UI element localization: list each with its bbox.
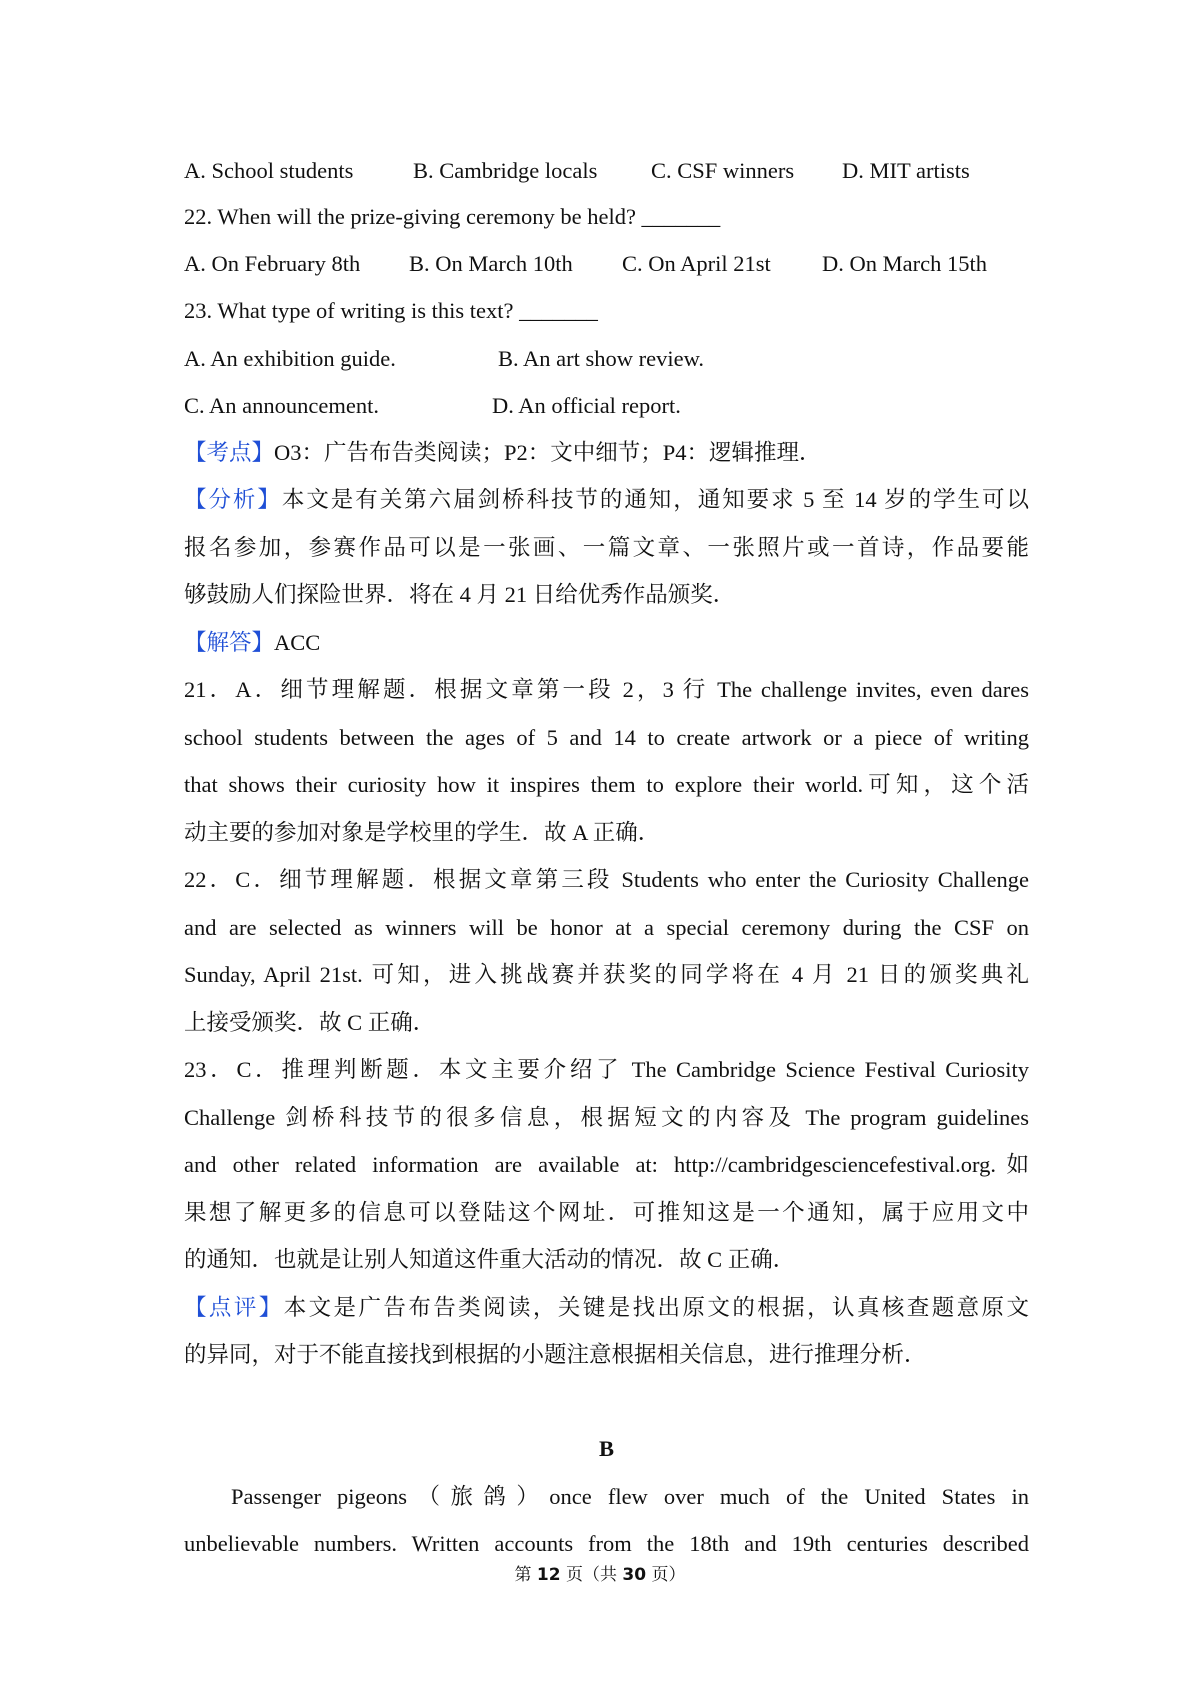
explanation-line: 23．C．推理判断题．本文主要介绍了 The Cambridge Science Festival Curiosity	[184, 1057, 1029, 1082]
explanation-line: school students between the ages of 5 and 14 to create artwork or a piece of writing	[184, 725, 1029, 750]
explanation-line: that shows their curiosity how it inspires them to explore their world.可知，这个活	[184, 772, 1029, 797]
page-footer	[0, 1560, 1200, 1585]
dianping-line-1	[184, 1292, 1029, 1324]
q21-option-c: C. CSF winners	[651, 158, 795, 183]
q22-option-b: B. On March 10th	[409, 251, 573, 276]
jieda-line	[184, 627, 1029, 659]
q22-stem: 22. When will the prize-giving ceremony be held? _______	[184, 204, 721, 229]
q21-option-d: D. MIT artists	[842, 158, 970, 183]
fenxi-line-3: 够鼓励人们探险世界．将在 4 月 21 日给优秀作品颁奖．	[184, 582, 736, 607]
fenxi-tag: 【分析】	[184, 487, 282, 512]
passage-line-2: unbelievable numbers. Written accounts from the 18th and 19th centuries described	[184, 1531, 1029, 1556]
explanation-line: 21．A．细节理解题．根据文章第一段 2，3 行 The challenge invites, even dares	[184, 677, 1029, 702]
q21-option-b: B. Cambridge locals	[413, 158, 598, 183]
jieda-tag: 【解答】	[184, 630, 275, 655]
footer-total-pages: 30	[622, 1565, 647, 1585]
dianping-text-1: 本文是广告布告类阅读，关键是找出原文的根据，认真核查题意原文	[283, 1295, 1029, 1320]
q23-stem: 23. What type of writing is this text? _______	[184, 298, 598, 323]
q23-option-d: D. An official report.	[492, 393, 681, 418]
kaodian-line	[184, 437, 1029, 469]
fenxi-line-2: 报名参加，参赛作品可以是一张画、一篇文章、一张照片或一首诗，作品要能	[184, 535, 1029, 560]
footer-post: 页）	[646, 1565, 686, 1585]
footer-mid: 页（共	[560, 1565, 623, 1585]
explanation-line: and are selected as winners will be honor at a special ceremony during the CSF on	[184, 915, 1029, 940]
q22-option-a: A. On February 8th	[184, 251, 361, 276]
footer-pre: 第	[514, 1565, 537, 1585]
explanation-line: 22．C．细节理解题．根据文章第三段 Students who enter the Curiosity Challenge	[184, 867, 1029, 892]
section-title: B	[598, 1436, 614, 1461]
explanation-line: 上接受颁奖．故 C 正确．	[184, 1010, 436, 1035]
jieda-text: ACC	[274, 630, 321, 655]
fenxi-text-1: 本文是有关第六届剑桥科技节的通知，通知要求 5 至 14 岁的学生可以	[281, 487, 1029, 512]
explanation-line: 的通知．也就是让别人知道这件重大活动的情况．故 C 正确．	[184, 1247, 796, 1272]
q23-option-b: B. An art show review.	[498, 346, 705, 371]
kaodian-tag: 【考点】	[184, 440, 275, 465]
dianping-tag: 【点评】	[184, 1295, 284, 1320]
explanation-line: 动主要的参加对象是学校里的学生．故 A 正确．	[184, 820, 661, 845]
explanation-line: Challenge 剑桥科技节的很多信息，根据短文的内容及 The program guidelines	[184, 1105, 1029, 1130]
fenxi-line-1	[184, 484, 1029, 516]
footer-page-number: 12	[536, 1565, 561, 1585]
q23-option-c: C. An announcement.	[184, 393, 379, 418]
passage-line-1: Passenger pigeons（旅鸽）once flew over much of the United States in	[231, 1484, 1029, 1509]
dianping-line-2: 的异同，对于不能直接找到根据的小题注意根据相关信息，进行推理分析．	[184, 1342, 927, 1367]
q23-option-a: A. An exhibition guide.	[184, 346, 396, 371]
explanation-line: and other related information are available at: http://cambridgesciencefestival.org.如	[184, 1152, 1029, 1177]
explanation-line: 果想了解更多的信息可以登陆这个网址．可推知这是一个通知，属于应用文中	[184, 1200, 1029, 1225]
explanation-line: Sunday, April 21st. 可知，进入挑战赛并获奖的同学将在 4 月 21 日的颁奖典礼	[184, 962, 1029, 987]
q22-option-c: C. On April 21st	[622, 251, 771, 276]
kaodian-text: O3：广告布告类阅读；P2：文中细节；P4：逻辑推理．	[274, 440, 822, 465]
q21-option-a: A. School students	[184, 158, 354, 183]
q22-option-d: D. On March 15th	[822, 251, 987, 276]
